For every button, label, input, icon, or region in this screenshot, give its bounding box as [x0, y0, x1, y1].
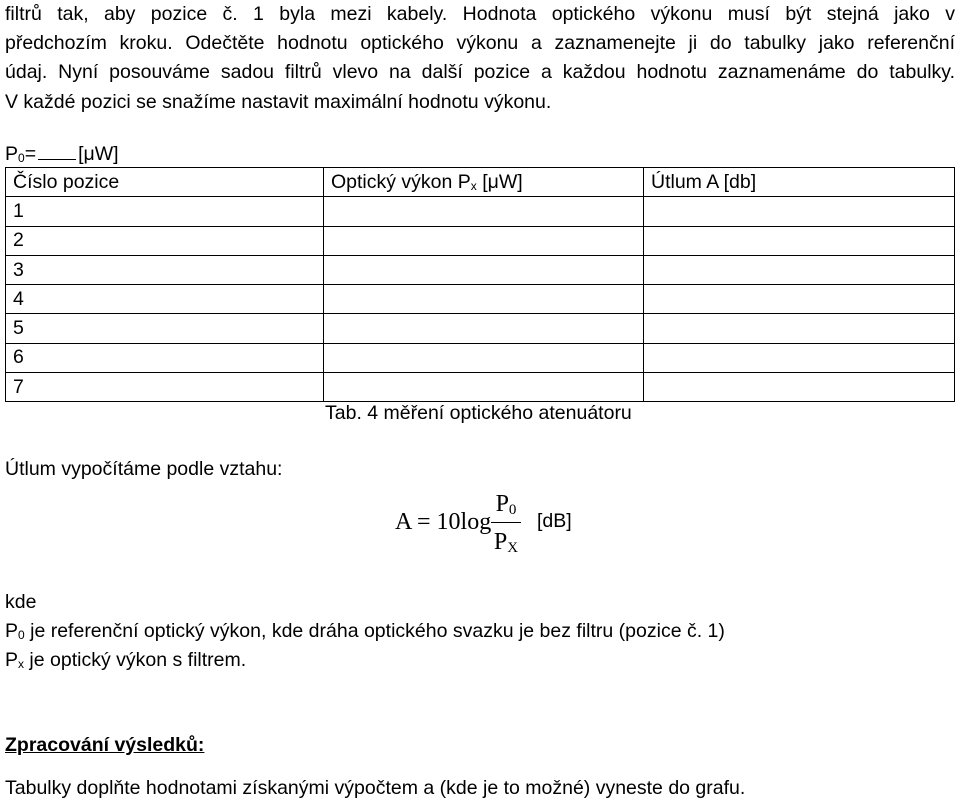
- def-p0-text: je referenční optický výkon, kde dráha optického svazku je bez filtru (pozice č. 1): [24, 620, 725, 642]
- cell-position: 4: [6, 285, 324, 314]
- formula-num-sub: 0: [508, 502, 517, 518]
- cell-power[interactable]: [324, 373, 644, 402]
- cell-power[interactable]: [324, 255, 644, 284]
- measurement-table: [5, 167, 955, 402]
- where-label: kde: [5, 591, 37, 613]
- table-row: [6, 197, 955, 226]
- p0-unit: [μW]: [78, 143, 119, 165]
- formula-num-main: P: [495, 491, 509, 517]
- formula-den-sub: X: [507, 540, 519, 556]
- header-optical-power-label: Optický výkon P: [331, 170, 471, 193]
- def-p0-sub: 0: [18, 628, 25, 642]
- p0-subscript: 0: [18, 151, 25, 165]
- cell-position: 6: [6, 343, 324, 372]
- table-header-row: [6, 168, 955, 197]
- def-px-text: je optický výkon s filtrem.: [24, 649, 247, 671]
- p0-blank-field[interactable]: [38, 141, 76, 160]
- intro-line-4: V každé pozici se snažíme nastavit maximální hodnotu výkonu.: [5, 90, 552, 113]
- table-row: [6, 314, 955, 343]
- header-optical-power: [324, 168, 644, 197]
- formula-numerator: [491, 488, 521, 520]
- table-row: [6, 343, 955, 372]
- p0-symbol: P: [5, 143, 19, 165]
- cell-attenuation[interactable]: [644, 373, 955, 402]
- table-row: [6, 285, 955, 314]
- intro-paragraph: [5, 0, 955, 117]
- formula-intro: Útlum vypočítáme podle vztahu:: [5, 458, 283, 480]
- table-row: [6, 255, 955, 284]
- cell-attenuation[interactable]: [644, 226, 955, 255]
- cell-position: 7: [6, 373, 324, 402]
- header-optical-power-unit: [μW]: [476, 170, 523, 193]
- table-row: [6, 373, 955, 402]
- header-optical-power-sub: x: [470, 178, 477, 193]
- definition-p0: [5, 619, 725, 643]
- cell-position: 5: [6, 314, 324, 343]
- cell-power[interactable]: [324, 314, 644, 343]
- cell-attenuation[interactable]: [644, 314, 955, 343]
- results-text: Tabulky doplňte hodnotami získanými výpočtem a (kde je to možné) vyneste do grafu.: [5, 777, 746, 799]
- def-px-symbol: P: [5, 649, 19, 671]
- cell-power[interactable]: [324, 285, 644, 314]
- p0-reference-line: [5, 141, 119, 166]
- table-row: [6, 226, 955, 255]
- intro-line-2: předchozím kroku. Odečtěte hodnotu optického výkonu a zaznamenejte ji do tabulky jako referenční: [5, 32, 955, 55]
- def-p0-symbol: P: [5, 620, 19, 642]
- cell-attenuation[interactable]: [644, 343, 955, 372]
- cell-attenuation[interactable]: [644, 197, 955, 226]
- cell-power[interactable]: [324, 343, 644, 372]
- cell-attenuation[interactable]: [644, 255, 955, 284]
- intro-line-1: filtrů tak, aby pozice č. 1 byla mezi kabely. Hodnota optického výkonu musí být stejná jako v: [5, 3, 955, 25]
- formula-lhs: A = 10log: [395, 509, 492, 535]
- cell-attenuation[interactable]: [644, 285, 955, 314]
- definition-px: [5, 648, 246, 672]
- def-px-sub: x: [18, 657, 25, 671]
- table-caption: Tab. 4 měření optického atenuátoru: [325, 402, 632, 424]
- intro-line-3: údaj. Nyní posouváme sadou filtrů vlevo na další pozice a každou hodnotu zaznamenáme do tabulky.: [5, 61, 955, 84]
- cell-position: 2: [6, 226, 324, 255]
- cell-position: 3: [6, 255, 324, 284]
- results-heading: Zpracování výsledků:: [5, 734, 205, 756]
- header-attenuation: Útlum A [db]: [644, 168, 955, 197]
- header-position: Číslo pozice: [6, 168, 324, 197]
- p0-equals: =: [24, 143, 37, 165]
- formula-unit: [dB]: [537, 510, 572, 532]
- formula-fraction-bar: [491, 522, 521, 523]
- formula-den-main: P: [493, 529, 508, 555]
- formula-fraction: [491, 488, 521, 558]
- cell-power[interactable]: [324, 197, 644, 226]
- formula-denominator: [491, 526, 521, 558]
- cell-position: 1: [6, 197, 324, 226]
- cell-power[interactable]: [324, 226, 644, 255]
